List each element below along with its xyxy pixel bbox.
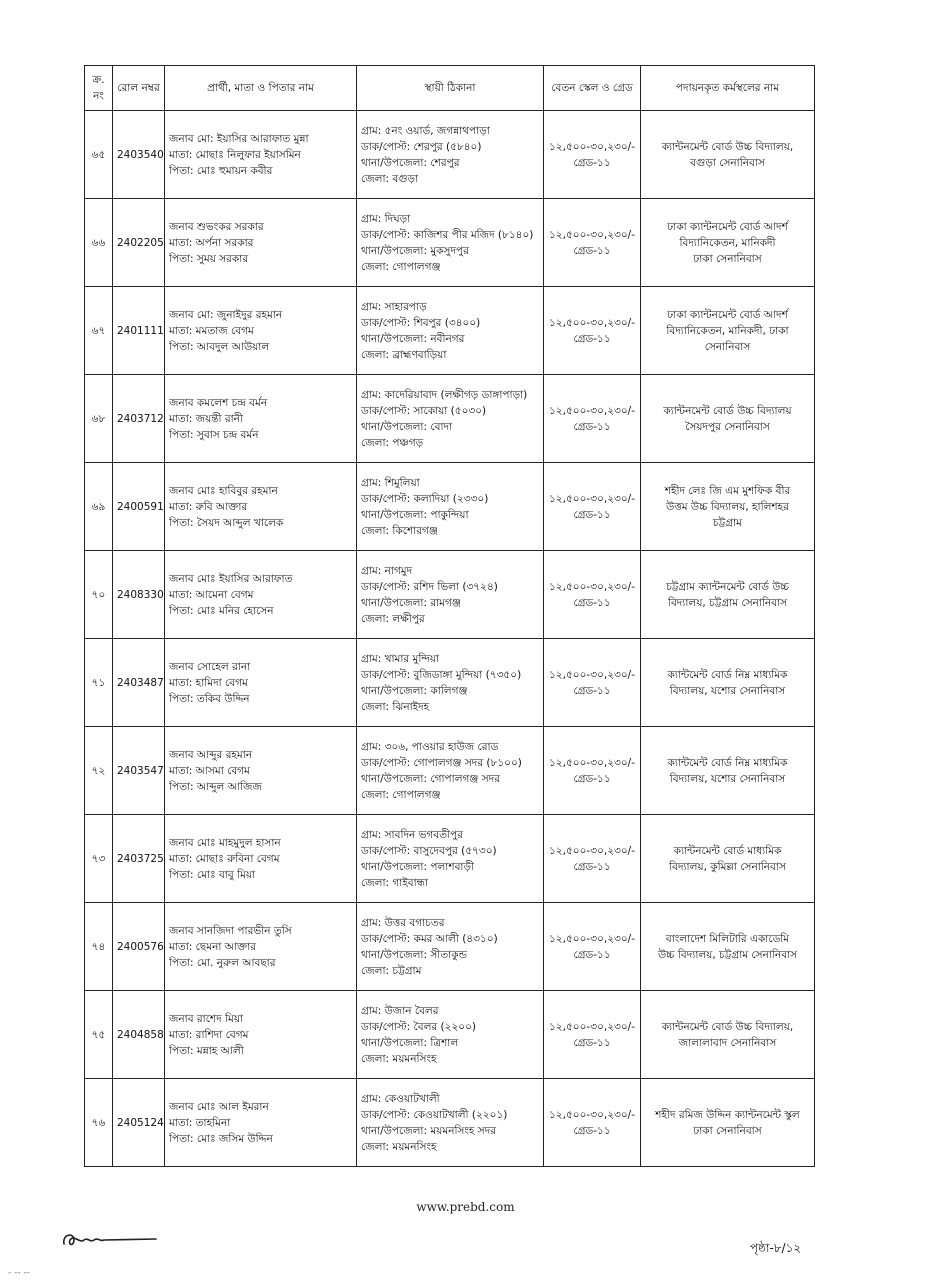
posting-line: ক্যান্টনমেন্ট বোর্ড মাধ্যমিক	[673, 844, 782, 857]
names-line: জনাব সোহেল রানা	[169, 660, 251, 673]
address-line: জেলা: কিশোরগঞ্জ	[361, 524, 438, 537]
address-line: ডাক/পোস্ট: শিবপুর (৩৪০০)	[361, 316, 481, 329]
posting-line: চট্টগ্রাম	[712, 516, 743, 529]
serial-cell: ৭২	[85, 727, 113, 815]
scale-cell	[544, 287, 641, 375]
posting-cell	[641, 111, 815, 199]
names-line: জনাব রাশেদ মিয়া	[169, 1012, 244, 1025]
serial-cell: ৭৫	[85, 991, 113, 1079]
address-cell	[357, 463, 544, 551]
scale-line: গ্রেড-১১	[573, 508, 611, 521]
address-line: গ্রাম: ৫নং ওয়ার্ড, জগন্নাথপাড়া	[361, 124, 490, 137]
names-line: পিতা: মো. নুরুল আবছার	[169, 956, 276, 969]
serial-cell: ৬৯	[85, 463, 113, 551]
names-line: জনাব মোঃ মাহমুদুল হাসান	[169, 836, 281, 849]
scale-line: ১২,৫০০-৩০,২৩০/-	[548, 1108, 636, 1121]
table-row	[85, 815, 815, 903]
address-line: থানা/উপজেলা: রামগঞ্জ	[361, 596, 461, 609]
names-line: মাতা: মমতাজ বেগম	[169, 324, 254, 337]
address-line: থানা/উপজেলা: কালিগঞ্জ	[361, 684, 468, 697]
serial-cell: ৭৬	[85, 1079, 113, 1167]
posting-line: বিদ্যালয়, যশোর সেনানিবাস	[669, 772, 786, 785]
header-address: স্থায়ী ঠিকানা	[357, 66, 544, 111]
roll-cell: 2402205	[113, 199, 165, 287]
roll-cell: 2400576	[113, 903, 165, 991]
names-line: মাতা: হামিদা বেগম	[169, 676, 248, 689]
address-line: থানা/উপজেলা: শেরপুর	[361, 156, 460, 169]
scale-line: গ্রেড-১১	[573, 1036, 611, 1049]
address-cell	[357, 903, 544, 991]
posting-cell	[641, 727, 815, 815]
posting-cell	[641, 199, 815, 287]
address-line: ডাক/পোস্ট: সাকোয়া (৫০৩০)	[361, 404, 487, 417]
table-row	[85, 1079, 815, 1167]
page-number: পৃষ্ঠা-৮/১২	[750, 1241, 802, 1255]
posting-line: বিদ্যালয়, চট্টগ্রাম সেনানিবাস	[667, 596, 788, 609]
names-line: পিতা: মোঃ বাবু মিয়া	[169, 868, 256, 881]
address-line: থানা/উপজেলা: বোদা	[361, 420, 453, 433]
address-line: গ্রাম: উজান বৈলর	[361, 1004, 439, 1017]
names-cell	[165, 463, 357, 551]
scale-cell	[544, 639, 641, 727]
address-cell	[357, 991, 544, 1079]
address-line: ডাক/পোস্ট: কলাদিয়া (২৩৩০)	[361, 492, 489, 505]
scale-line: ১২,৫০০-৩০,২৩০/-	[548, 580, 636, 593]
names-line: মাতা: আমেনা বেগম	[169, 588, 254, 601]
names-line: মাতা: আসমা বেগম	[169, 764, 250, 777]
address-line: জেলা: চট্টগ্রাম	[361, 964, 422, 977]
names-cell	[165, 991, 357, 1079]
address-line: ডাক/পোস্ট: বাসুদেবপুর (৫৭৩০)	[361, 844, 497, 857]
scale-line: ১২,৫০০-৩০,২৩০/-	[548, 932, 636, 945]
address-line: থানা/উপজেলা: ত্রিশাল	[361, 1036, 459, 1049]
roll-cell: 2404858	[113, 991, 165, 1079]
posting-line: ক্যান্টনমেন্ট বোর্ড উচ্চ বিদ্যালয়	[663, 404, 792, 417]
address-line: জেলা: গাইবান্ধা	[361, 876, 429, 889]
scale-cell	[544, 903, 641, 991]
header-names: প্রার্থী, মাতা ও পিতার নাম	[165, 66, 357, 111]
names-line: জনাব মোঃ ইয়াসির আরাফাত	[169, 572, 293, 585]
names-line: পিতা: মোঃ মনির হোসেন	[169, 604, 274, 617]
scale-line: ১২,৫০০-৩০,২৩০/-	[548, 756, 636, 769]
table-row	[85, 727, 815, 815]
scale-cell	[544, 1079, 641, 1167]
address-line: গ্রাম: সাহারপাড়	[361, 300, 427, 313]
posting-line: বগুড়া সেনানিবাস	[690, 156, 765, 169]
scale-line: গ্রেড-১১	[573, 684, 611, 697]
posting-line: চট্টগ্রাম ক্যান্টনমেন্ট বোর্ড উচ্চ	[666, 580, 789, 593]
address-line: জেলা: ঝিনাইদহ	[361, 700, 430, 713]
table-row	[85, 375, 815, 463]
names-cell	[165, 375, 357, 463]
posting-line: ঢাকা ক্যান্টনমেন্ট বোর্ড আদর্শ	[667, 220, 788, 233]
table-row	[85, 463, 815, 551]
address-line: ডাক/পোস্ট: গোপালগঞ্জ সদর (৮১০০)	[361, 756, 522, 769]
address-line: থানা/উপজেলা: মুকসুদপুর	[361, 244, 469, 257]
serial-cell: ৬৭	[85, 287, 113, 375]
address-line: জেলা: পঞ্চগড়	[361, 436, 424, 449]
table-row	[85, 991, 815, 1079]
table-row	[85, 111, 815, 199]
address-line: জেলা: ময়মনসিংহ	[361, 1140, 437, 1153]
names-line: মাতা: জয়ন্তী রানী	[169, 412, 243, 425]
address-line: গ্রাম: কেওয়াটখালী	[361, 1092, 440, 1105]
names-line: মাতা: ছেমনা আক্তার	[169, 940, 257, 953]
scale-line: ১২,৫০০-৩০,২৩০/-	[548, 844, 636, 857]
scale-cell	[544, 463, 641, 551]
serial-cell: ৭৪	[85, 903, 113, 991]
names-line: মাতা: মোছাঃ নিলুফার ইয়াসমিন	[169, 148, 301, 161]
names-cell	[165, 199, 357, 287]
table-row	[85, 639, 815, 727]
table-row	[85, 287, 815, 375]
roll-cell: 2405124	[113, 1079, 165, 1167]
names-line: মাতা: রাশিদা বেগম	[169, 1028, 249, 1041]
names-line: পিতা: আব্দুল আজিজ	[169, 780, 262, 793]
roll-cell: 2403540	[113, 111, 165, 199]
names-cell	[165, 639, 357, 727]
header-scale: বেতন স্কেল ও গ্রেড	[544, 66, 641, 111]
address-cell	[357, 375, 544, 463]
names-line: পিতা: সুবাস চন্দ্র বর্মন	[169, 428, 259, 441]
table-header-row	[85, 66, 815, 111]
scale-line: ১২,৫০০-৩০,২৩০/-	[548, 228, 636, 241]
posting-line: ঢাকা ক্যান্টনমেন্ট বোর্ড আদর্শ	[667, 308, 788, 321]
roll-cell: 2401111	[113, 287, 165, 375]
posting-cell	[641, 463, 815, 551]
header-posting: পদায়নকৃত কর্মস্থলের নাম	[641, 66, 815, 111]
posting-line: উচ্চ বিদ্যালয়, চট্টগ্রাম সেনানিবাস	[657, 948, 798, 961]
scale-line: ১২,৫০০-৩০,২৩০/-	[548, 316, 636, 329]
posting-cell	[641, 991, 815, 1079]
names-line: পিতা: তকিব উদ্দিন	[169, 692, 250, 705]
names-line: জনাব শুভংকর সরকার	[169, 220, 264, 233]
roll-cell: 2400591	[113, 463, 165, 551]
names-line: মাতা: তাহমিনা	[169, 1116, 231, 1129]
posting-cell	[641, 375, 815, 463]
address-line: জেলা: ময়মনসিংহ	[361, 1052, 437, 1065]
names-cell	[165, 727, 357, 815]
address-line: ডাক/পোস্ট: কাজিশর পীর মজিদ (৮১৪০)	[361, 228, 534, 241]
names-line: জনাব মোঃ আল ইমরান	[169, 1100, 269, 1113]
address-line: গ্রাম: উত্তর বগাচতর	[361, 916, 445, 929]
address-line: থানা/উপজেলা: নবীনগর	[361, 332, 465, 345]
names-line: পিতা: মোঃ জসিম উদ্দিন	[169, 1132, 273, 1145]
names-line: জনাব মো: জুনাইদুর রহমান	[169, 308, 283, 321]
serial-cell: ৭১	[85, 639, 113, 727]
candidate-table	[84, 65, 815, 1167]
posting-line: ক্যান্টনমেন্ট বোর্ড উচ্চ বিদ্যালয়,	[661, 1020, 794, 1033]
address-line: জেলা: ব্রাহ্মণবাড়িয়া	[361, 348, 447, 361]
posting-cell	[641, 639, 815, 727]
address-line: ডাক/পোস্ট: কমর আলী (৪৩১০)	[361, 932, 498, 945]
table-row	[85, 551, 815, 639]
scan-marks: - -- --	[8, 1268, 30, 1278]
scale-line: গ্রেড-১১	[573, 420, 611, 433]
address-cell	[357, 199, 544, 287]
roll-cell: 2403547	[113, 727, 165, 815]
serial-cell: ৭৩	[85, 815, 113, 903]
scale-cell	[544, 375, 641, 463]
table-row	[85, 903, 815, 991]
posting-line: ঢাকা সেনানিবাস	[693, 1124, 762, 1137]
address-line: গ্রাম: কাদেরিয়াবাদ (লক্ষীগড় ডাঙ্গাপাড়া)	[361, 388, 528, 401]
posting-line: বিদ্যানিকেতন, মানিকদী	[679, 236, 776, 249]
names-line: পিতা: আবদুল আউয়াল	[169, 340, 270, 353]
scale-cell	[544, 727, 641, 815]
posting-line: বিদ্যালয়, যশোর সেনানিবাস	[669, 684, 786, 697]
names-line: পিতা: মোঃ হুমায়ন কবীর	[169, 164, 273, 177]
address-line: থানা/উপজেলা: পাকুন্দিয়া	[361, 508, 469, 521]
roll-cell: 2403712	[113, 375, 165, 463]
signature-image	[60, 1228, 160, 1250]
scale-line: গ্রেড-১১	[573, 156, 611, 169]
names-line: পিতা: সৈয়দ আব্দুল খালেক	[169, 516, 284, 529]
address-line: থানা/উপজেলা: ময়মনসিংহ সদর	[361, 1124, 497, 1137]
scale-line: গ্রেড-১১	[573, 860, 611, 873]
scale-line: গ্রেড-১১	[573, 772, 611, 785]
posting-line: ঢাকা সেনানিবাস	[693, 252, 762, 265]
address-line: জেলা: গোপালগঞ্জ	[361, 260, 441, 273]
roll-cell: 2403487	[113, 639, 165, 727]
address-line: জেলা: লক্ষীপুর	[361, 612, 425, 625]
address-cell	[357, 551, 544, 639]
posting-line: ক্যান্টনমেন্ট বোর্ড উচ্চ বিদ্যালয়,	[661, 140, 794, 153]
names-cell	[165, 815, 357, 903]
scale-line: গ্রেড-১১	[573, 244, 611, 257]
address-line: ডাক/পোস্ট: রশিদ ভিলা (৩৭২৪)	[361, 580, 498, 593]
posting-cell	[641, 551, 815, 639]
address-cell	[357, 727, 544, 815]
address-line: গ্রাম: নাগমুদ	[361, 564, 413, 577]
address-line: ডাক/পোস্ট: কেওয়াটখালী (২২০১)	[361, 1108, 508, 1121]
roll-cell: 2403725	[113, 815, 165, 903]
serial-cell: ৬৬	[85, 199, 113, 287]
posting-line: সৈয়দপুর সেনানিবাস	[685, 420, 770, 433]
scale-line: গ্রেড-১১	[573, 332, 611, 345]
address-line: জেলা: গোপালগঞ্জ	[361, 788, 441, 801]
scale-cell	[544, 991, 641, 1079]
posting-cell	[641, 903, 815, 991]
scale-line: গ্রেড-১১	[573, 596, 611, 609]
names-line: জনাব কমলেশ চন্দ্র বর্মন	[169, 396, 268, 409]
scale-cell	[544, 551, 641, 639]
scale-line: ১২,৫০০-৩০,২৩০/-	[548, 404, 636, 417]
scale-line: গ্রেড-১১	[573, 1124, 611, 1137]
posting-line: বিদ্যালয়, কুমিল্লা সেনানিবাস	[669, 860, 786, 873]
posting-line: ক্যান্টমেন্ট বোর্ড নিম্ন মাধ্যমিক	[667, 756, 788, 769]
address-cell	[357, 815, 544, 903]
scale-cell	[544, 815, 641, 903]
scale-line: ১২,৫০০-৩০,২৩০/-	[548, 492, 636, 505]
posting-cell	[641, 815, 815, 903]
address-line: থানা/উপজেলা: পলাশবাড়ী	[361, 860, 474, 873]
address-cell	[357, 287, 544, 375]
posting-line: শহীদ লেঃ জি এম মুশফিক বীর	[664, 484, 791, 497]
names-cell	[165, 111, 357, 199]
serial-cell: ৭০	[85, 551, 113, 639]
address-cell	[357, 639, 544, 727]
names-line: জনাব মোঃ হাবিবুর রহমান	[169, 484, 278, 497]
names-line: জনাব আব্দুর রহমান	[169, 748, 253, 761]
address-line: গ্রাম: সাবদিন ভগবতীপুর	[361, 828, 463, 841]
address-cell	[357, 1079, 544, 1167]
scale-line: ১২,৫০০-৩০,২৩০/-	[548, 1020, 636, 1033]
scale-line: গ্রেড-১১	[573, 948, 611, 961]
names-line: পিতা: সুময় সরকার	[169, 252, 249, 265]
address-line: ডাক/পোস্ট: বুজিডাঙ্গা মুন্দিয়া (৭৩৫০)	[361, 668, 522, 681]
names-cell	[165, 1079, 357, 1167]
roll-cell: 2408330	[113, 551, 165, 639]
address-line: ডাক/পোস্ট: শেরপুর (৫৮৪০)	[361, 140, 482, 153]
footer-url: www.prebd.com	[416, 1200, 515, 1214]
names-line: মাতা: রুবি আক্তার	[169, 500, 248, 513]
names-cell	[165, 903, 357, 991]
posting-line: শহীদ রমিজ উদ্দিন ক্যান্টনমেন্ট স্কুল	[655, 1108, 800, 1121]
address-cell	[357, 111, 544, 199]
address-line: জেলা: বগুড়া	[361, 172, 419, 185]
posting-cell	[641, 287, 815, 375]
posting-line: উত্তম উচ্চ বিদ্যালয়, হালিশহর	[666, 500, 789, 513]
address-line: গ্রাম: ৩০৬, পাওয়ার হাউজ রোড	[361, 740, 499, 753]
posting-line: বাংলাদেশ মিলিটারি একাডেমি	[665, 932, 790, 945]
posting-line: সেনানিবাস	[704, 340, 751, 353]
address-line: থানা/উপজেলা: সীতাকুন্ড	[361, 948, 467, 961]
header-serial: ক্র. নং	[85, 66, 113, 111]
address-line: গ্রাম: দিঘড়া	[361, 212, 411, 225]
address-line: গ্রাম: শিমুলিয়া	[361, 476, 420, 489]
names-line: পিতা: মন্নাহ আলী	[169, 1044, 244, 1057]
address-line: ডাক/পোস্ট: বৈলর (২২০০)	[361, 1020, 477, 1033]
scale-cell	[544, 199, 641, 287]
names-line: জনাব মো: ইয়াসির আরাফাত মুন্না	[169, 132, 309, 145]
serial-cell: ৬৫	[85, 111, 113, 199]
posting-line: জালালাবাদ সেনানিবাস	[678, 1036, 777, 1049]
names-cell	[165, 551, 357, 639]
table-row	[85, 199, 815, 287]
names-line: জনাব সানজিদা পারভীন তুসি	[169, 924, 292, 937]
scale-line: ১২,৫০০-৩০,২৩০/-	[548, 668, 636, 681]
names-cell	[165, 287, 357, 375]
address-line: গ্রাম: খামার মুন্দিয়া	[361, 652, 440, 665]
scale-cell	[544, 111, 641, 199]
posting-cell	[641, 1079, 815, 1167]
scale-line: ১২,৫০০-৩০,২৩০/-	[548, 140, 636, 153]
names-line: মাতা: মোছাঃ রুবিনা বেগম	[169, 852, 280, 865]
posting-line: ক্যান্টমেন্ট বোর্ড নিম্ন মাধ্যমিক	[667, 668, 788, 681]
serial-cell: ৬৮	[85, 375, 113, 463]
header-roll: রোল নম্বর	[113, 66, 165, 111]
posting-line: বিদ্যানিকেতন, মানিকদী, ঢাকা	[666, 324, 789, 337]
address-line: থানা/উপজেলা: গোপালগঞ্জ সদর	[361, 772, 500, 785]
names-line: মাতা: অর্পনা সরকার	[169, 236, 254, 249]
